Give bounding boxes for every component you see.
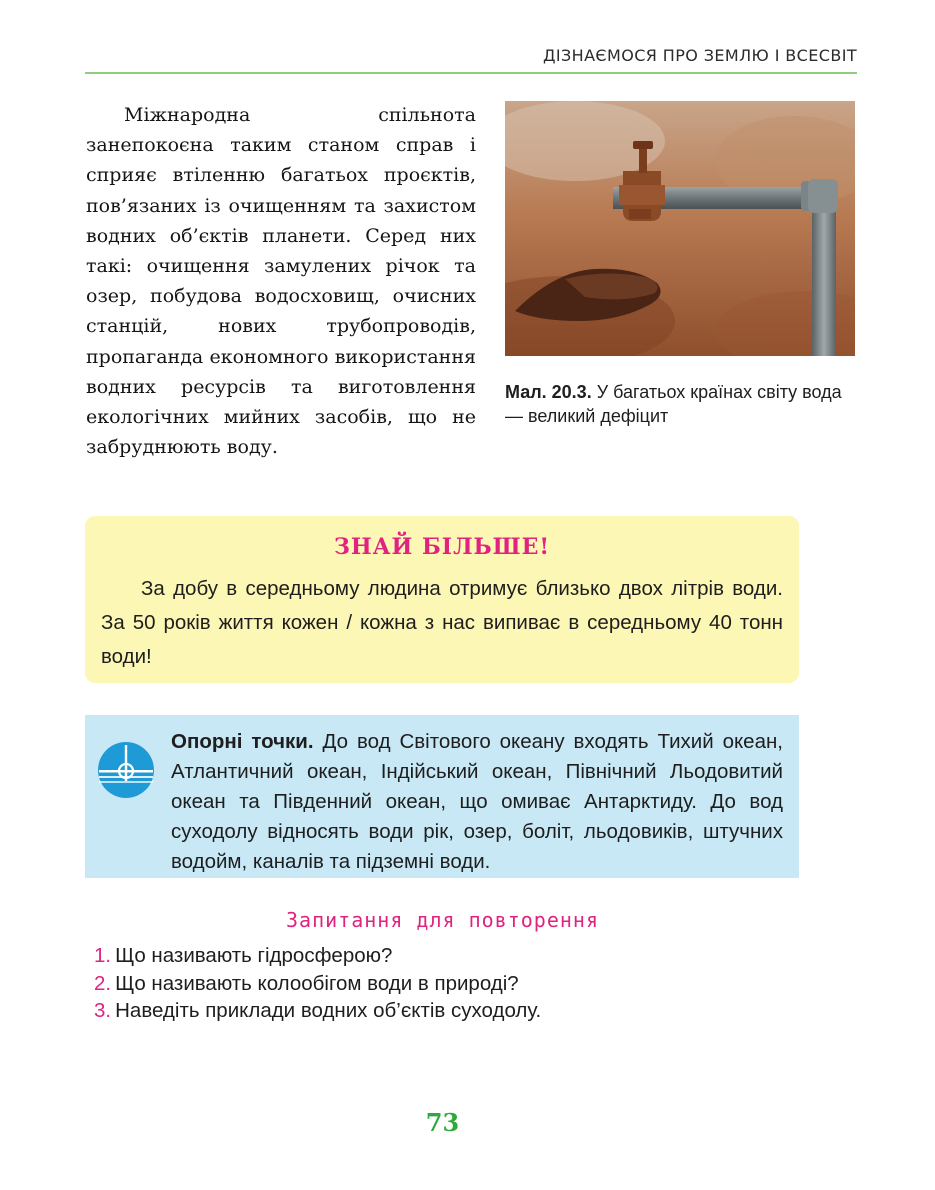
question-number: 3. bbox=[94, 999, 112, 1022]
question-text: Що називають гідросферою? bbox=[115, 944, 393, 967]
section-header-title: ДІЗНАЄМОСЯ ПРО ЗЕМЛЮ І ВСЕСВІТ bbox=[542, 46, 857, 65]
header-divider bbox=[85, 72, 857, 74]
question-text: Наведіть приклади водних об’єктів суходолу. bbox=[115, 999, 542, 1022]
figure-caption-text: У багатьох країнах світу вода — великий дефіцит bbox=[505, 382, 842, 426]
know-more-box bbox=[85, 516, 799, 683]
figure-caption bbox=[505, 380, 855, 428]
page-number: 73 bbox=[425, 1108, 460, 1137]
review-questions-list bbox=[94, 942, 541, 1025]
key-points-box bbox=[85, 715, 799, 878]
main-paragraph: Міжнародна спільнота занепокоєна таким станом справ і сприяє втіленню багатьох проєктів, пов’язаних із очищенням та захистом водних об’єктів планети. Серед них такі: очищення замулених річок та озер, побудова водосховищ, очисних станцій, нових трубопроводів, пропаганда економного використання водних ресурсів та виготовлення екологічних мийних засобів, що не забруднюють воду. bbox=[86, 104, 476, 459]
list-item bbox=[94, 997, 541, 1025]
question-number: 1. bbox=[94, 944, 112, 967]
know-more-title: ЗНАЙ БІЛЬШЕ! bbox=[333, 534, 551, 560]
know-more-text: За добу в середньому людина отримує близько двох літрів води. За 50 років життя кожен / кожна з нас випиває в середньому 40 тонн води! bbox=[101, 577, 783, 668]
key-points-text bbox=[171, 727, 783, 877]
question-text: Що називають колообігом води в природі? bbox=[115, 971, 519, 995]
key-points-body: До вод Світового океану входять Тихий океан, Атлантичний океан, Індійський океан, Північний Льодовитий океан та Південний океан, що омиває Антарктиду. До вод суходолу відносять води рік, озер, боліт, льодовиків, штучних водойм, каналів та підземні води. bbox=[171, 730, 784, 873]
review-questions-title: Запитання для повторення bbox=[286, 908, 599, 932]
figure-label: Мал. 20.3. bbox=[505, 382, 592, 402]
key-points-label: Опорні точки. bbox=[171, 730, 314, 753]
list-item bbox=[94, 942, 541, 970]
water-tap-photo bbox=[505, 101, 855, 356]
question-number: 2. bbox=[94, 971, 112, 995]
list-item bbox=[94, 970, 541, 998]
anchor-point-icon bbox=[97, 741, 155, 799]
